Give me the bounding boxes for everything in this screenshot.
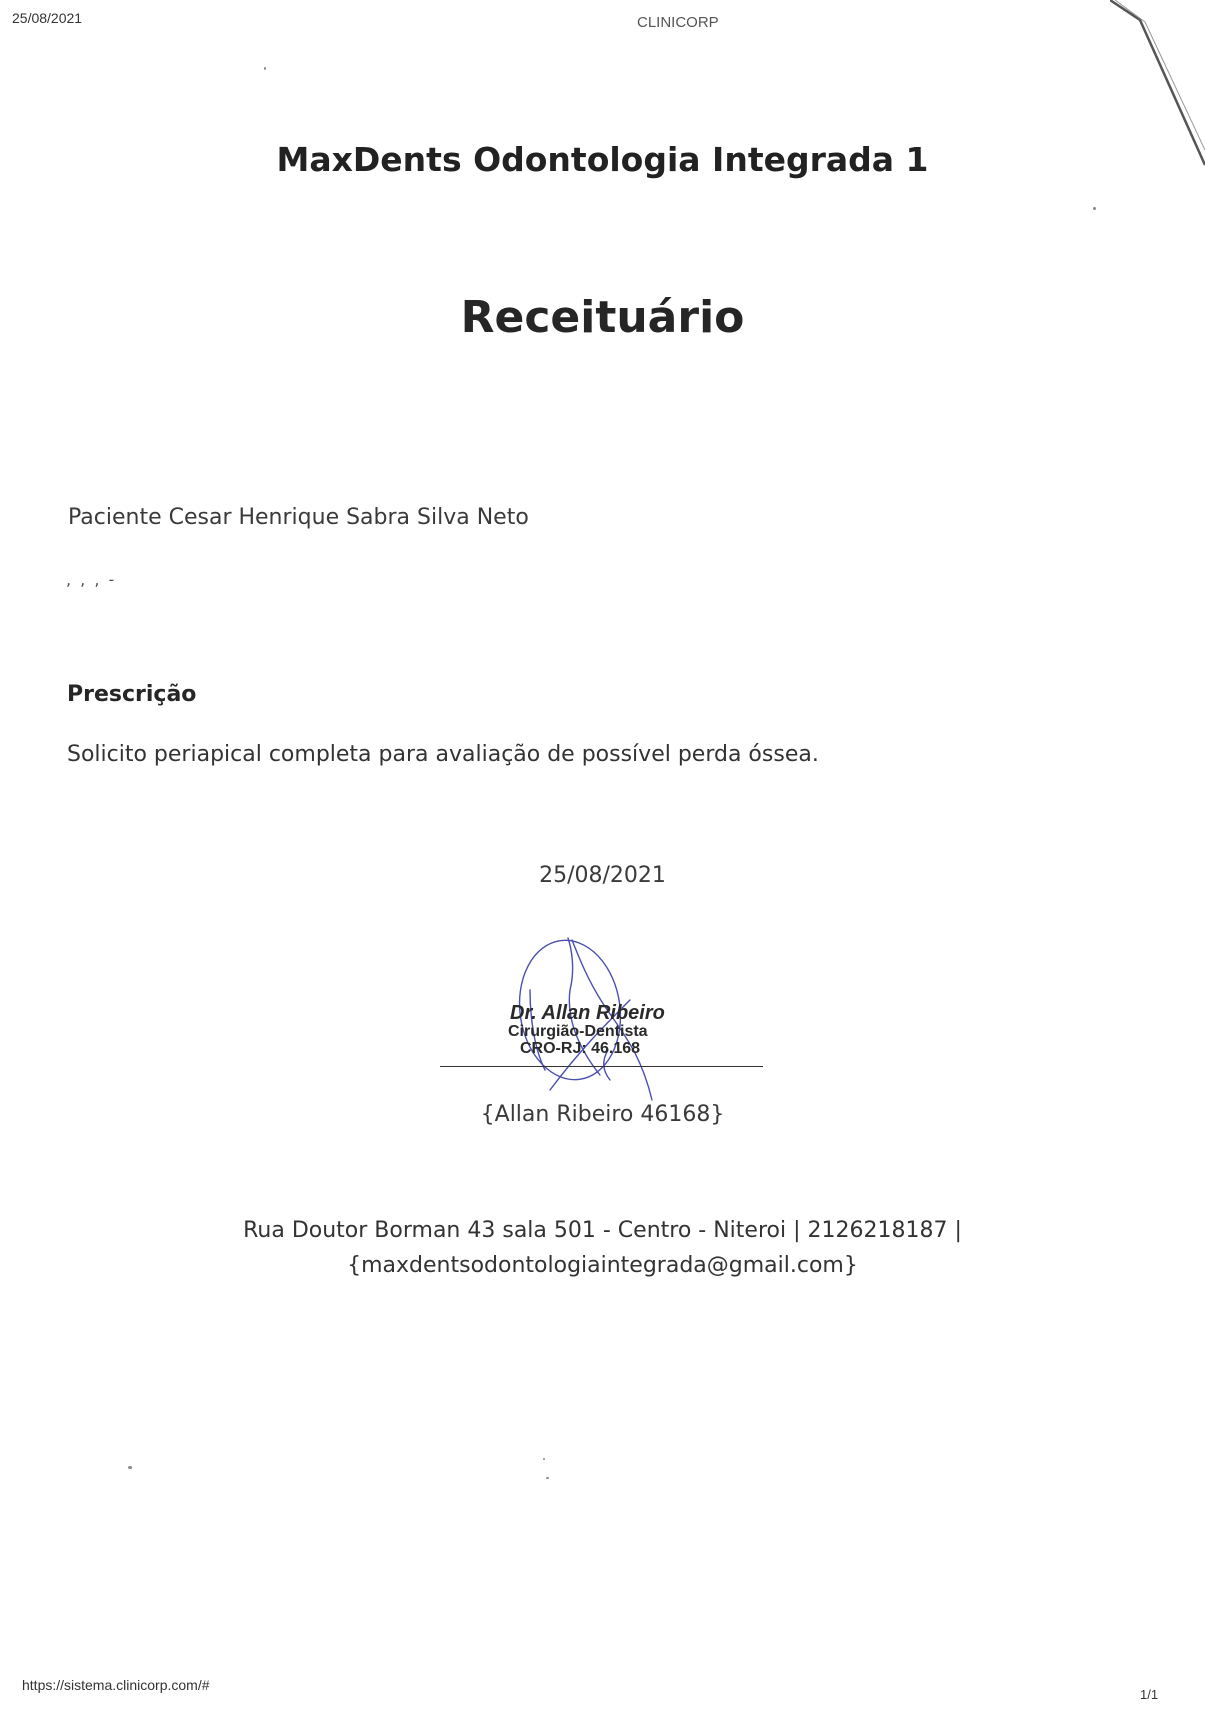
prescription-text: Solicito periapical completa para avaliação de possível perda óssea. <box>67 742 819 767</box>
patient-name-line: Paciente Cesar Henrique Sabra Silva Neto <box>68 505 529 530</box>
prescription-heading: Prescrição <box>67 682 197 707</box>
stamp-role: Cirurgião-Dentista <box>508 1023 648 1040</box>
professional-stamp <box>510 1003 665 1058</box>
print-footer-url: https://sistema.clinicorp.com/# <box>22 1677 210 1693</box>
issue-date: 25/08/2021 <box>539 863 666 888</box>
clinic-address: Rua Doutor Borman 43 sala 501 - Centro - Niteroi | 2126218187 | <box>243 1218 962 1243</box>
clinic-email: {maxdentsodontologiaintegrada@gmail.com} <box>347 1253 858 1278</box>
scan-speck <box>1093 207 1096 210</box>
scan-speck <box>546 1477 549 1479</box>
print-footer-page: 1/1 <box>1140 1687 1159 1702</box>
clinic-name: MaxDents Odontologia Integrada 1 <box>276 140 929 179</box>
patient-address-placeholder: , , , - <box>66 570 117 589</box>
stamp-name: Dr. Allan Ribeiro <box>510 1002 665 1024</box>
print-header-date: 25/08/2021 <box>12 10 83 26</box>
signer-caption: {Allan Ribeiro 46168} <box>480 1102 725 1127</box>
print-header-site: CLINICORP <box>637 14 719 31</box>
scan-speck <box>264 67 266 70</box>
stamp-registration: CRO-RJ: 46.168 <box>520 1039 641 1057</box>
signature-line <box>440 1066 763 1067</box>
document-title: Receituário <box>460 292 745 343</box>
scan-speck <box>128 1466 132 1469</box>
scan-speck <box>543 1458 545 1460</box>
